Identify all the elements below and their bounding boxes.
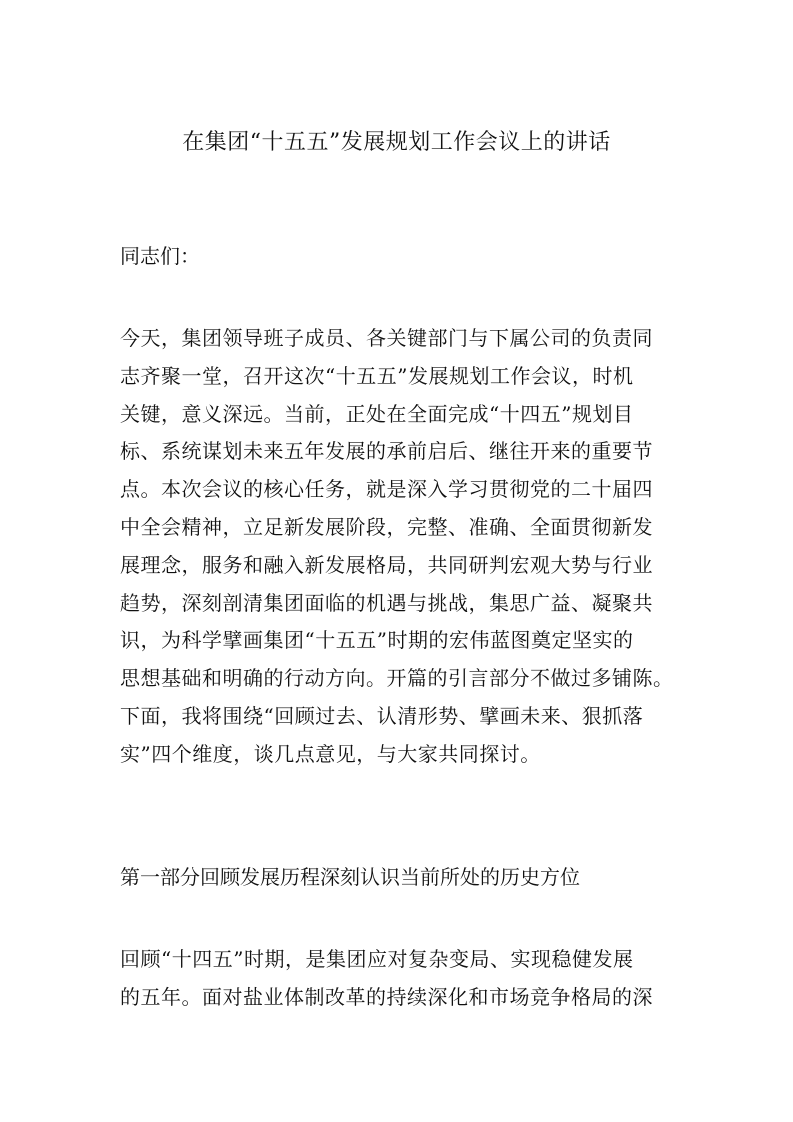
paragraph-intro: [120, 320, 680, 774]
paragraph-line: 关键，意义深远。当前，正处在全面完成“十四五”规划目: [120, 401, 634, 426]
paragraph-line: 标、系统谋划未来五年发展的承前启后、继往开来的重要节: [120, 439, 653, 464]
paragraph-line: 实”四个维度，谈几点意见，与大家共同探讨。: [120, 741, 541, 766]
paragraph-line: 下面，我将围绕“回顾过去、认清形势、擘画未来、狠抓落: [120, 703, 644, 728]
paragraph-line: 展理念，服务和融入新发展格局，共同研判宏观大势与行业: [120, 552, 653, 577]
paragraph-line: 思想基础和明确的行动方向。开篇的引言部分不做过多铺陈。: [120, 666, 674, 691]
paragraph-line: 趋势，深刻剖清集团面临的机遇与挑战，集思广益、凝聚共: [120, 590, 653, 615]
paragraph-review: [120, 941, 680, 1017]
document-title: 在集团“十五五”发展规划工作会议上的讲话: [182, 130, 611, 155]
section-heading: 第一部分回顾发展历程深刻认识当前所处的历史方位: [120, 865, 580, 889]
paragraph-line: 志齐聚一堂，召开这次“十五五”发展规划工作会议，时机: [120, 363, 634, 388]
paragraph-line: 回顾“十四五”时期，是集团应对复杂变局、实现稳健发展: [120, 947, 634, 971]
salutation: 同志们：: [120, 244, 200, 268]
paragraph-line: 点。本次会议的核心任务，就是深入学习贯彻党的二十届四: [120, 477, 653, 502]
paragraph-line: 的五年。面对盐业体制改革的持续深化和市场竞争格局的深: [120, 984, 653, 1009]
paragraph-line: 识，为科学擘画集团“十五五”时期的宏伟蓝图奠定坚实的: [120, 628, 634, 653]
paragraph-line: 今天，集团领导班子成员、各关键部门与下属公司的负责同: [120, 326, 653, 350]
paragraph-line: 中全会精神，立足新发展阶段，完整、准确、全面贯彻新发: [120, 514, 653, 539]
